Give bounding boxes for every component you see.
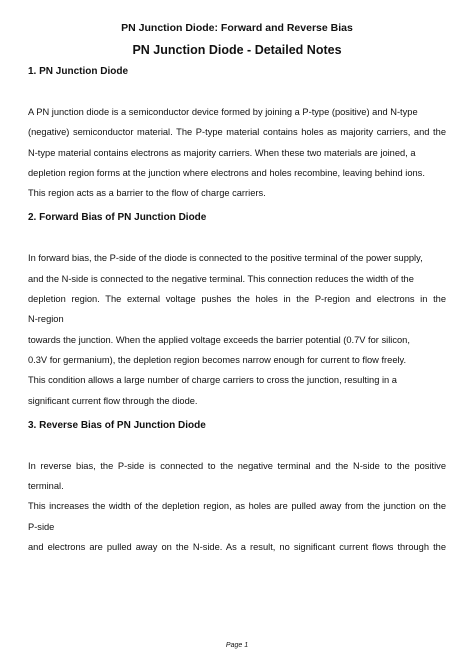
text-line: A PN junction diode is a semiconductor device formed by joining a P-type (positive) and N-type <box>28 107 418 117</box>
text-line: 0.3V for germanium), the depletion region becomes narrow enough for current to flow freely. <box>28 354 407 365</box>
text-line: P-side <box>28 521 55 532</box>
text-line: This increases the width of the depletion region, as holes are pulled away from the junction on the <box>28 501 446 512</box>
text-line: N-type material contains electrons as majority carriers. When these two materials are joined, a <box>28 147 416 158</box>
text-line: towards the junction. When the applied voltage exceeds the barrier potential (0.7V for silicon, <box>28 334 410 345</box>
text-line: This region acts as a barrier to the flow of charge carriers. <box>28 188 266 199</box>
text-line: and the N-side is connected to the negative terminal. This connection reduces the width of the <box>28 273 414 284</box>
text-line: depletion region forms at the junction where electrons and holes recombine, leaving behind ions. <box>28 167 425 178</box>
text-line: terminal. <box>28 481 64 492</box>
section-heading-reverse-bias: 3. Reverse Bias of PN Junction Diode <box>28 419 206 431</box>
document-title: PN Junction Diode: Forward and Reverse Bias <box>121 22 353 34</box>
text-line: In reverse bias, the P-side is connected to the negative terminal and the N-side to the positive <box>28 460 446 471</box>
document-subtitle: PN Junction Diode - Detailed Notes <box>132 43 342 57</box>
text-line: significant current flow through the diode. <box>28 395 198 406</box>
text-line: In forward bias, the P-side of the diode is connected to the positive terminal of the power supply, <box>28 253 423 264</box>
text-line: (negative) semiconductor material. The P-type material contains holes as majority carriers, and the <box>28 127 446 138</box>
text-line: depletion region. The external voltage pushes the holes in the P-region and electrons in the <box>28 294 446 305</box>
text-line: This condition allows a large number of charge carriers to cross the junction, resulting in a <box>28 375 397 386</box>
section-heading-forward-bias: 2. Forward Bias of PN Junction Diode <box>28 212 207 224</box>
section-paragraph-pn-junction <box>28 102 446 203</box>
section-paragraph-reverse-bias <box>28 456 446 557</box>
text-line: N-region <box>28 314 64 325</box>
section-heading-pn-junction: 1. PN Junction Diode <box>28 66 129 77</box>
page-number: Page 1 <box>225 642 249 649</box>
text-line: and electrons are pulled away on the N-side. As a result, no significant current flows through the <box>28 542 446 553</box>
section-paragraph-forward-bias <box>28 248 446 410</box>
